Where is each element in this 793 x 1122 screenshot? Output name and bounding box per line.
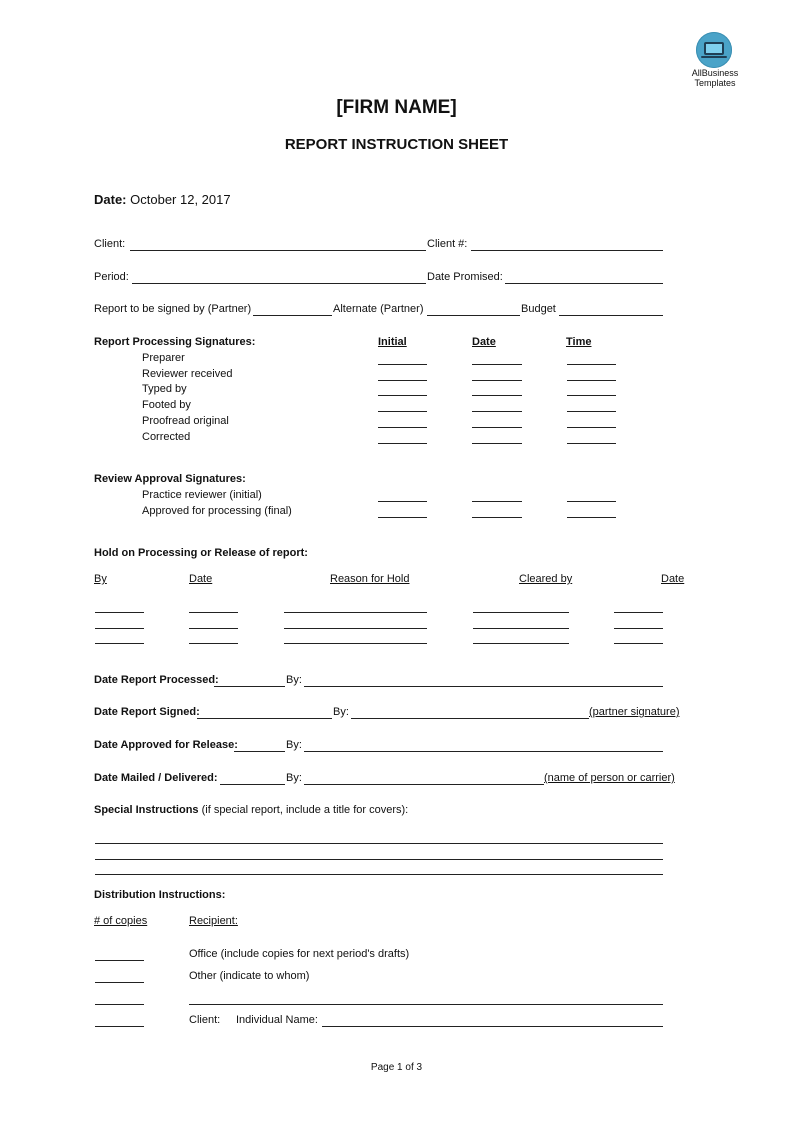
signed-by-field[interactable] [253, 315, 332, 316]
by-label: By: [333, 706, 349, 718]
hold-heading: Hold on Processing or Release of report: [94, 547, 308, 559]
page-number: Page 1 of 3 [370, 1062, 423, 1073]
col-initial: Initial [378, 336, 407, 348]
page-title: REPORT INSTRUCTION SHEET [284, 136, 509, 153]
hold-col-date: Date [189, 573, 213, 585]
date-signed-field[interactable] [197, 718, 332, 719]
date-field[interactable] [472, 395, 522, 396]
date-processed-field[interactable] [214, 686, 285, 687]
date-field[interactable] [472, 443, 522, 444]
logo-text-line2: Templates [694, 78, 736, 88]
initial-field[interactable] [378, 364, 427, 365]
office-label: Office (include copies for next period's drafts) [189, 948, 410, 960]
hold-cleared-field[interactable] [473, 612, 569, 613]
date-label: Date: [94, 192, 127, 207]
hold-date-field[interactable] [189, 612, 238, 613]
date-promised-field[interactable] [505, 283, 663, 284]
time-field[interactable] [567, 427, 616, 428]
date-field[interactable] [472, 364, 522, 365]
time-field[interactable] [567, 443, 616, 444]
by-label: By: [286, 739, 302, 751]
alternate-field[interactable] [427, 315, 520, 316]
by-label: By: [286, 674, 302, 686]
distribution-heading: Distribution Instructions: [94, 889, 226, 901]
mailed-by-field[interactable] [304, 784, 544, 785]
time-field[interactable] [567, 501, 616, 502]
logo-text-line1: AllBusiness [691, 68, 739, 78]
row-practice-reviewer: Practice reviewer (initial) [142, 489, 262, 501]
col-time: Time [566, 336, 592, 348]
hold-col-by: By [94, 573, 107, 585]
signed-by-name-field[interactable] [351, 718, 589, 719]
period-field[interactable] [132, 283, 426, 284]
hold-by-field[interactable] [95, 643, 144, 644]
date-signed-label: Date Report Signed: [94, 706, 200, 718]
row-proofread-original: Proofread original [142, 415, 229, 427]
laptop-icon [696, 32, 732, 68]
time-field[interactable] [567, 395, 616, 396]
copies-field[interactable] [95, 1004, 144, 1005]
copies-field[interactable] [95, 982, 144, 983]
special-instructions-line[interactable] [95, 843, 663, 844]
initial-field[interactable] [378, 395, 427, 396]
special-instructions-line[interactable] [95, 874, 663, 875]
date-field[interactable] [472, 427, 522, 428]
row-approved-processing: Approved for processing (final) [142, 505, 292, 517]
time-field[interactable] [567, 411, 616, 412]
hold-date2-field[interactable] [614, 628, 663, 629]
hold-reason-field[interactable] [284, 643, 427, 644]
individual-name-label: Individual Name: [236, 1014, 318, 1026]
hold-reason-field[interactable] [284, 628, 427, 629]
date-field[interactable] [472, 380, 522, 381]
row-reviewer-received: Reviewer received [142, 368, 233, 380]
hold-date-field[interactable] [189, 628, 238, 629]
row-typed-by: Typed by [142, 383, 187, 395]
row-footed-by: Footed by [142, 399, 191, 411]
other-recipient-field[interactable] [189, 1004, 663, 1005]
date-approved-field[interactable] [234, 751, 285, 752]
hold-date2-field[interactable] [614, 643, 663, 644]
initial-field[interactable] [378, 380, 427, 381]
date-field[interactable] [472, 411, 522, 412]
processing-heading: Report Processing Signatures: [94, 336, 256, 348]
special-instructions-row [94, 804, 408, 816]
date-row [94, 192, 231, 207]
client-number-label: Client #: [427, 238, 468, 250]
alternate-label: Alternate (Partner) [333, 303, 424, 315]
hold-date2-field[interactable] [614, 612, 663, 613]
carrier-label: (name of person or carrier) [544, 772, 675, 784]
client-recipient-label: Client: [189, 1014, 221, 1026]
approved-by-field[interactable] [304, 751, 663, 752]
date-processed-label: Date Report Processed: [94, 674, 219, 686]
budget-label: Budget [521, 303, 556, 315]
signed-by-label: Report to be signed by (Partner) [94, 303, 252, 315]
date-field[interactable] [472, 517, 522, 518]
date-value: October 12, 2017 [130, 192, 231, 207]
processed-by-field[interactable] [304, 686, 663, 687]
hold-by-field[interactable] [95, 628, 144, 629]
initial-field[interactable] [378, 517, 427, 518]
row-corrected: Corrected [142, 431, 191, 443]
hold-cleared-field[interactable] [473, 643, 569, 644]
review-heading: Review Approval Signatures: [94, 473, 246, 485]
date-field[interactable] [472, 501, 522, 502]
recipient-label: Recipient: [189, 915, 238, 927]
row-preparer: Preparer [142, 352, 185, 364]
copies-field[interactable] [95, 960, 144, 961]
hold-cleared-field[interactable] [473, 628, 569, 629]
client-label: Client: [94, 238, 126, 250]
date-mailed-label: Date Mailed / Delivered: [94, 772, 218, 784]
time-field[interactable] [567, 380, 616, 381]
budget-field[interactable] [559, 315, 663, 316]
initial-field[interactable] [378, 443, 427, 444]
initial-field[interactable] [378, 427, 427, 428]
firm-name: [FIRM NAME] [336, 97, 457, 118]
col-date: Date [472, 336, 496, 348]
time-field[interactable] [567, 517, 616, 518]
copies-field[interactable] [95, 1026, 144, 1027]
client-field[interactable] [130, 250, 426, 251]
hold-by-field[interactable] [95, 612, 144, 613]
other-label: Other (indicate to whom) [189, 970, 310, 982]
hold-col-cleared: Cleared by [519, 573, 573, 585]
initial-field[interactable] [378, 501, 427, 502]
period-label: Period: [94, 271, 129, 283]
hold-col-date2: Date [661, 573, 685, 585]
initial-field[interactable] [378, 411, 427, 412]
hold-col-reason: Reason for Hold [330, 573, 410, 585]
copies-label: # of copies [94, 915, 148, 927]
partner-signature-label: (partner signature) [589, 706, 680, 718]
hold-reason-field[interactable] [284, 612, 427, 613]
special-instructions-heading: Special Instructions [94, 804, 199, 816]
date-approved-label: Date Approved for Release: [94, 739, 238, 751]
special-instructions-note: (if special report, include a title for covers): [201, 804, 409, 816]
special-instructions-line[interactable] [95, 859, 663, 860]
individual-name-field[interactable] [322, 1026, 663, 1027]
by-label: By: [286, 772, 302, 784]
client-number-field[interactable] [471, 250, 663, 251]
hold-date-field[interactable] [189, 643, 238, 644]
time-field[interactable] [567, 364, 616, 365]
date-promised-label: Date Promised: [427, 271, 503, 283]
date-mailed-field[interactable] [220, 784, 285, 785]
